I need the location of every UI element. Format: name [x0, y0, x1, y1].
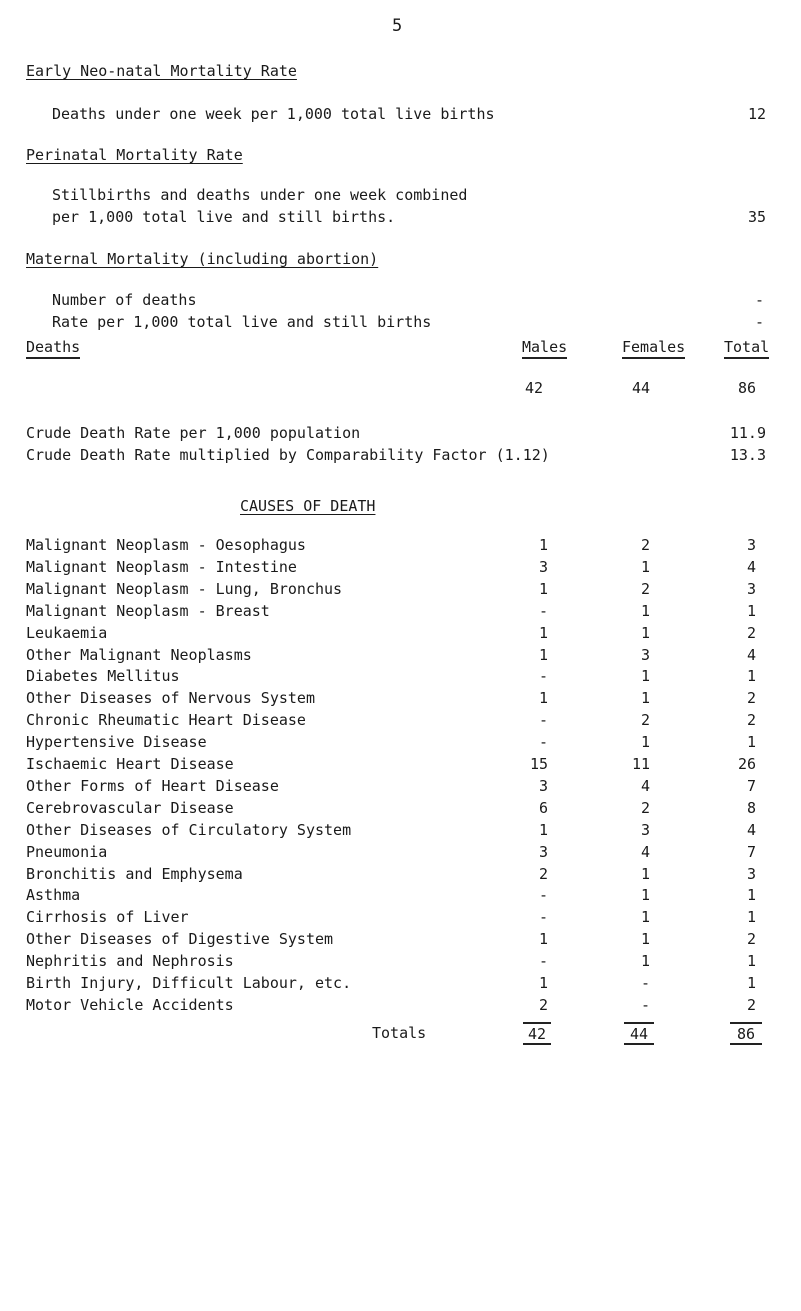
cause-females: 1 [640, 602, 650, 620]
cause-label: Birth Injury, Difficult Labour, etc. [26, 974, 352, 992]
cause-females: 1 [640, 930, 650, 948]
cause-total: 3 [746, 580, 756, 598]
cause-label: Cirrhosis of Liver [26, 908, 189, 926]
cause-males: - [538, 908, 548, 926]
cause-males: - [538, 602, 548, 620]
maternal-heading: Maternal Mortality (including abortion) [26, 250, 379, 268]
cause-total: 4 [746, 646, 756, 664]
cause-males: 1 [538, 821, 548, 839]
cause-males: 6 [538, 799, 548, 817]
cause-females: 1 [640, 558, 650, 576]
cause-total: 1 [746, 667, 756, 685]
cause-label: Other Diseases of Digestive System [26, 930, 334, 948]
cause-males: 1 [538, 536, 548, 554]
cause-label: Other Diseases of Nervous System [26, 689, 315, 707]
cause-total: 7 [746, 777, 756, 795]
cause-label: Asthma [26, 886, 81, 904]
cause-total: 4 [746, 821, 756, 839]
cause-label: Bronchitis and Emphysema [26, 865, 243, 883]
cause-females: 1 [640, 733, 650, 751]
maternal-rate-label: Rate per 1,000 total live and still births [52, 313, 432, 331]
cause-females: 2 [640, 580, 650, 598]
cause-females: 4 [640, 777, 650, 795]
cause-total: 2 [746, 711, 756, 729]
cause-females: 1 [640, 952, 650, 970]
cause-label: Motor Vehicle Accidents [26, 996, 234, 1014]
cause-males: - [538, 952, 548, 970]
cause-females: 1 [640, 667, 650, 685]
maternal-deaths-value: - [754, 291, 764, 309]
cause-females: 1 [640, 865, 650, 883]
cause-total: 2 [746, 624, 756, 642]
cause-label: Malignant Neoplasm - Lung, Bronchus [26, 580, 343, 598]
cause-males: 1 [538, 646, 548, 664]
cause-total: 2 [746, 930, 756, 948]
cause-females: 2 [640, 536, 650, 554]
col-males-header: Males [522, 338, 567, 359]
cause-label: Cerebrovascular Disease [26, 799, 234, 817]
cause-males: 3 [538, 558, 548, 576]
perinatal-label-line1: Stillbirths and deaths under one week combined [52, 186, 468, 204]
cause-label: Other Forms of Heart Disease [26, 777, 279, 795]
cause-females: 3 [640, 646, 650, 664]
cause-total: 1 [746, 886, 756, 904]
cause-label: Malignant Neoplasm - Breast [26, 602, 270, 620]
deaths-total: 86 [738, 379, 757, 397]
adjusted-rate-label: Crude Death Rate multiplied by Comparability Factor (1.12) [26, 446, 550, 464]
neonatal-heading: Early Neo-natal Mortality Rate [26, 62, 297, 80]
neonatal-label: Deaths under one week per 1,000 total live births [52, 105, 495, 123]
cause-label: Nephritis and Nephrosis [26, 952, 234, 970]
cause-label: Chronic Rheumatic Heart Disease [26, 711, 306, 729]
page-number: 5 [392, 16, 403, 36]
cause-females: 1 [640, 908, 650, 926]
adjusted-rate-value: 13.3 [729, 446, 766, 464]
cause-females: 2 [640, 799, 650, 817]
cause-total: 1 [746, 952, 756, 970]
cause-total: 2 [746, 689, 756, 707]
cause-label: Malignant Neoplasm - Oesophagus [26, 536, 306, 554]
cause-total: 8 [746, 799, 756, 817]
col-females-header: Females [622, 338, 685, 359]
cause-total: 1 [746, 974, 756, 992]
cause-total: 7 [746, 843, 756, 861]
cause-total: 2 [746, 996, 756, 1014]
cause-females: - [640, 974, 650, 992]
deaths-males: 42 [525, 379, 544, 397]
perinatal-value: 35 [747, 208, 766, 226]
maternal-rate-value: - [754, 313, 764, 331]
cause-total: 1 [746, 908, 756, 926]
cause-females: 2 [640, 711, 650, 729]
totals-females: 44 [624, 1022, 654, 1045]
cause-total: 4 [746, 558, 756, 576]
neonatal-value: 12 [747, 105, 766, 123]
cause-label: Other Diseases of Circulatory System [26, 821, 352, 839]
deaths-females: 44 [632, 379, 651, 397]
cause-label: Pneumonia [26, 843, 108, 861]
cause-total: 1 [746, 602, 756, 620]
cause-males: 1 [538, 580, 548, 598]
cause-females: 11 [631, 755, 650, 773]
totals-total: 86 [730, 1022, 762, 1045]
cause-males: 3 [538, 843, 548, 861]
col-total-header: Total [724, 338, 769, 359]
causes-heading: CAUSES OF DEATH [240, 497, 376, 515]
cause-total: 3 [746, 865, 756, 883]
crude-rate-label: Crude Death Rate per 1,000 population [26, 424, 361, 442]
cause-males: - [538, 733, 548, 751]
cause-label: Diabetes Mellitus [26, 667, 180, 685]
cause-total: 1 [746, 733, 756, 751]
cause-males: 1 [538, 689, 548, 707]
cause-label: Malignant Neoplasm - Intestine [26, 558, 297, 576]
cause-females: 4 [640, 843, 650, 861]
cause-females: - [640, 996, 650, 1014]
cause-males: 1 [538, 974, 548, 992]
cause-females: 1 [640, 886, 650, 904]
cause-label: Ischaemic Heart Disease [26, 755, 234, 773]
cause-males: 2 [538, 865, 548, 883]
cause-males: 1 [538, 624, 548, 642]
cause-males: 2 [538, 996, 548, 1014]
cause-females: 1 [640, 689, 650, 707]
cause-total: 3 [746, 536, 756, 554]
cause-label: Leukaemia [26, 624, 108, 642]
perinatal-label-line2: per 1,000 total live and still births. [52, 208, 396, 226]
totals-label: Totals [372, 1024, 427, 1042]
deaths-heading: Deaths [26, 338, 80, 359]
cause-males: - [538, 667, 548, 685]
crude-rate-value: 11.9 [729, 424, 766, 442]
maternal-deaths-label: Number of deaths [52, 291, 197, 309]
cause-label: Other Malignant Neoplasms [26, 646, 252, 664]
cause-males: - [538, 886, 548, 904]
cause-total: 26 [737, 755, 756, 773]
cause-males: 3 [538, 777, 548, 795]
cause-females: 3 [640, 821, 650, 839]
cause-females: 1 [640, 624, 650, 642]
cause-males: - [538, 711, 548, 729]
cause-males: 1 [538, 930, 548, 948]
totals-males: 42 [523, 1022, 551, 1045]
cause-label: Hypertensive Disease [26, 733, 207, 751]
cause-males: 15 [529, 755, 548, 773]
perinatal-heading: Perinatal Mortality Rate [26, 146, 243, 164]
